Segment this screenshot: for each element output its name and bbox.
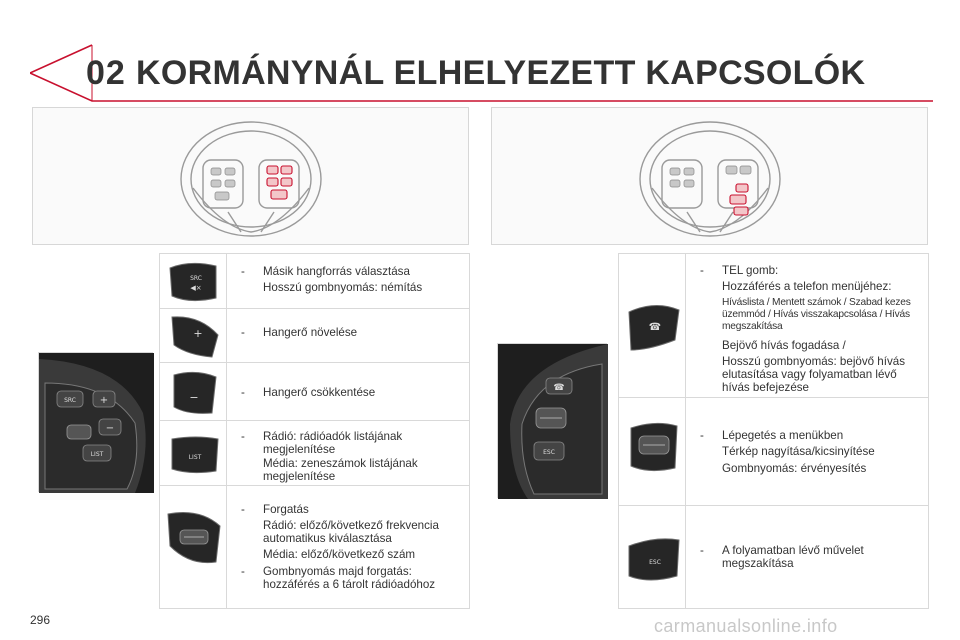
volume-down-button-image xyxy=(160,363,227,420)
list-item: Forgatás xyxy=(263,503,309,516)
chapter-number: 02 xyxy=(86,54,126,92)
esc-label: ESC xyxy=(649,559,661,566)
list-item: Hangerő csökkentése xyxy=(263,386,376,399)
sub-item: Média: előző/következő szám xyxy=(263,548,416,561)
src-button-image xyxy=(160,254,227,308)
list-item: Hangerő növelése xyxy=(263,326,358,339)
sub-item: Hosszú gombnyomás: bejövő hívás elutasítása vagy folyamatban lévő hívás befejezése xyxy=(722,355,906,394)
svg-text:+: + xyxy=(193,327,203,340)
esc-button-image xyxy=(619,506,686,608)
list-item: Lépegetés a menükben xyxy=(722,429,844,442)
svg-text:−: − xyxy=(189,391,199,404)
steering-wheel-illustration xyxy=(33,108,470,246)
svg-text:☎: ☎ xyxy=(553,383,565,393)
table-row: + - Hangerő növelése xyxy=(159,309,470,363)
steering-wheel-diagram-left xyxy=(32,107,469,245)
list-label: LIST xyxy=(188,454,202,461)
svg-text:◀×: ◀× xyxy=(190,284,202,292)
sub-item: Rádió: előző/következő frekvencia automatikus kiválasztása xyxy=(263,519,439,545)
volume-up-button-image xyxy=(160,309,227,362)
sub-item-small: Híváslista / Mentett számok / Szabad kezes üzemmód / Hívás visszakapcsolása / Hívás megszakítása xyxy=(722,297,911,332)
table-row: - Forgatás Rádió: előző/következő frekvencia automatikus kiválasztása Média: előző/következő szám - Gombnyomás majd forgatás: hozzáférés a 6 tárolt rádióadóhoz xyxy=(159,486,470,609)
steering-controls-photo xyxy=(39,353,154,493)
src-label: SRC xyxy=(190,275,202,282)
tel-button-image xyxy=(619,254,686,397)
list-item: Másik hangforrás választása xyxy=(263,265,410,278)
sub-item: Térkép nagyítása/kicsinyítése xyxy=(722,445,875,458)
list-item: TEL gomb: xyxy=(722,264,779,277)
table-row: − - Hangerő csökkentése xyxy=(159,363,470,421)
src-label: SRC xyxy=(64,397,76,404)
sub-item: Média: zeneszámok listájának megjelenítése xyxy=(263,457,418,483)
list-item: Gombnyomás majd forgatás: hozzáférés a 6 tárolt rádióadóhoz xyxy=(263,565,436,591)
list-button-image xyxy=(160,421,227,485)
page-title: KORMÁNYNÁL ELHELYEZETT KAPCSOLÓK xyxy=(136,54,866,92)
left-controls-photo xyxy=(38,352,153,492)
table-row: SRC ◀× - Másik hangforrás választása Hosszú gombnyomás: némítás xyxy=(159,253,470,309)
steering-wheel-diagram-right xyxy=(491,107,928,245)
menu-wheel-image xyxy=(619,398,686,505)
sub-item: Bejövő hívás fogadása / xyxy=(722,339,846,352)
table-row: LIST - Rádió: rádióadók listájának megjelenítése Média: zeneszámok listájának megjelenítése xyxy=(159,421,470,486)
esc-label: ESC xyxy=(543,449,555,456)
steering-controls-photo xyxy=(498,344,608,499)
table-row: ESC - A folyamatban lévő művelet megszakítása xyxy=(618,506,929,609)
page-number: 296 xyxy=(30,613,51,627)
table-row: ☎ - TEL gomb: Hozzáférés a telefon menüjéhez: Híváslista / Mentett számok / Szabad kezes üzemmód / Hívás visszakapcsolása / Hívás megszakítása Bejövő hívás fogadása / Hosszú gombnyomás: bejövő hívás elutasítása vagy folyamatban lévő hívás befejezése xyxy=(618,253,929,398)
right-controls-photo xyxy=(497,343,607,498)
watermark: carmanualsonline.info xyxy=(654,616,838,636)
sub-item: Hozzáférés a telefon menüjéhez: xyxy=(722,280,892,293)
svg-text:−: − xyxy=(105,423,115,434)
svg-text:☎: ☎ xyxy=(648,322,662,333)
svg-text:+: + xyxy=(99,395,109,406)
steering-wheel-illustration xyxy=(492,108,929,246)
list-item: A folyamatban lévő művelet megszakítása xyxy=(722,544,864,570)
list-item: Rádió: rádióadók listájának megjelenítése xyxy=(263,430,403,456)
thumbwheel-image xyxy=(160,486,227,608)
table-row: - Lépegetés a menükben Térkép nagyítása/kicsinyítése Gombnyomás: érvényesítés xyxy=(618,398,929,506)
sub-item: Gombnyomás: érvényesítés xyxy=(722,462,867,475)
list-label: LIST xyxy=(90,451,104,458)
sub-item: Hosszú gombnyomás: némítás xyxy=(263,281,423,294)
